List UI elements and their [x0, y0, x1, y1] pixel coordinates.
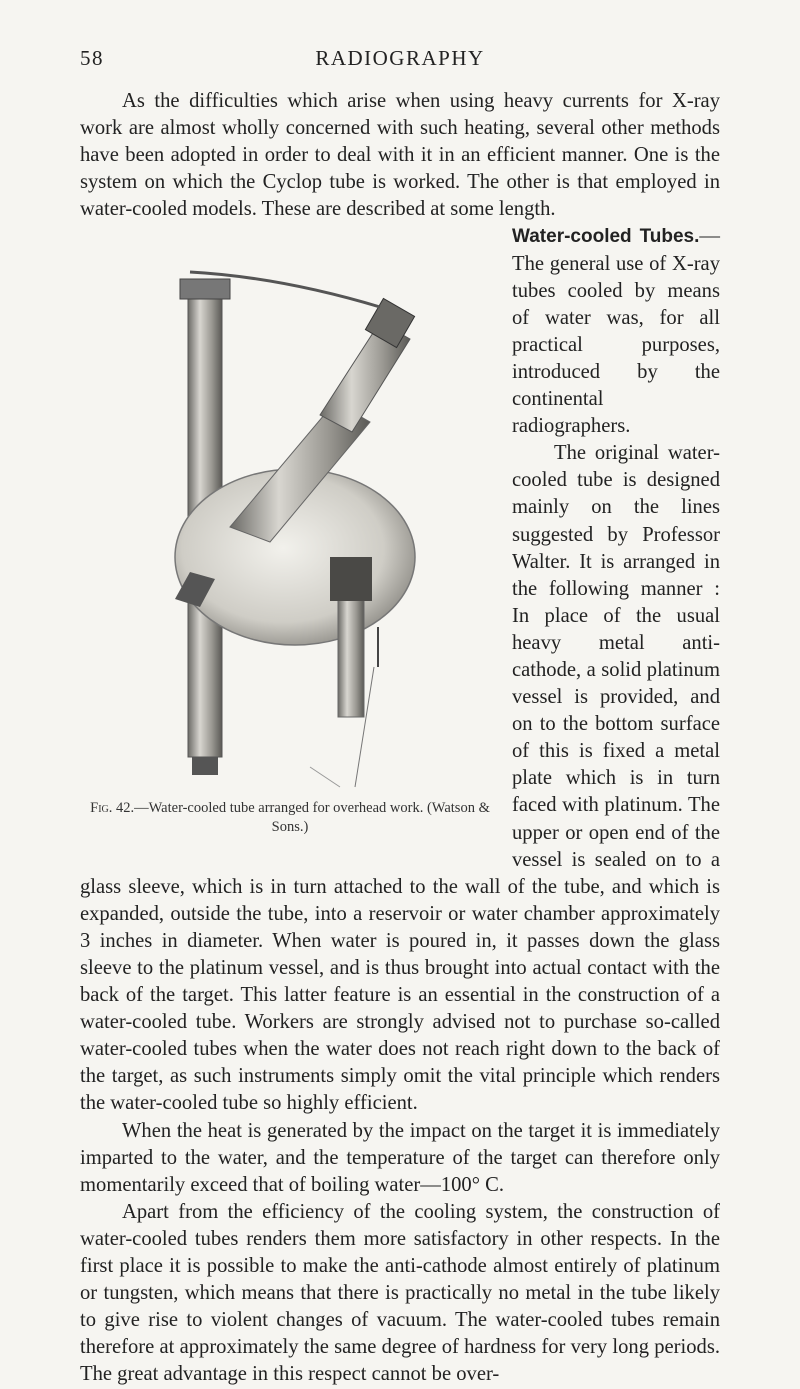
body-text [80, 88, 720, 1389]
figure-caption [80, 799, 500, 837]
intro-paragraph: As the difficulties which arise when using heavy currents for X-ray work are almost wholly concerned with such heating, several other methods have been adopted in order to deal with it in an efficient manner. One is the system on which the Cyclop tube is worked. The other is that employed in water-cooled models. These are described at some length. [80, 90, 720, 221]
water-cooled-tube-illustration [80, 227, 500, 797]
page-header [80, 46, 720, 76]
page-number: 58 [80, 46, 104, 70]
figure-42 [80, 227, 500, 847]
paragraph-efficiency: Apart from the efficiency of the cooling system, the construction of water-cooled tubes renders them more satisfactory in other respects. In the first place it is possible to make the anti-cathode almost entirely of platinum or tungsten, which means that there is practically no metal in the tube likely to give rise to violent changes of vacuum. The water-cooled tubes remain therefore at approximately the same degree of hardness for very long periods. The great advantage in this respect cannot be over- [80, 1200, 720, 1386]
section-heading: Water-cooled Tubes. [512, 226, 700, 248]
walter-paragraph: The original water-cooled tube is designed mainly on the lines suggested by Professor Walter. It is arranged in the following manner : In place of the usual heavy metal anti-cathode, a solid platinum vessel is provided, and on to the bottom surface of this is fixed a metal plate which is in turn faced with platinum. The upper or open end of the vessel is sealed on to a glass sleeve, which is in turn attached to the wall of the tube, and which is expanded, outside the tube, into a reservoir or water chamber approximately 3 inches in diameter. When water is poured in, it passes down the glass sleeve to the platinum vessel, and is thus brought into actual contact with the back of the target. This latter feature is an essential in the construction of a water-cooled tube. Workers are strongly advised not to purchase so-called water-cooled tubes when the water does not reach right down to the back of the target, as such instruments simply omit the vital principle which renders the water-cooled tube so highly efficient. [80, 442, 720, 1115]
figure-caption-text: —Water-cooled tube arranged for overhead work. (Watson & Sons.) [134, 800, 490, 836]
running-head: RADIOGRAPHY [315, 46, 485, 70]
paragraph-heat: When the heat is generated by the impact on the target it is immediately imparted to the water, and the temperature of the target can therefore only momentarily exceed that of boiling water—100° C. [80, 1119, 720, 1196]
section-first-paragraph: —The general use of X-ray tubes cooled by means of water was, for all practical purposes, introduced by the continental radiographers. [512, 225, 720, 438]
figure-label: Fig. 42. [90, 800, 135, 817]
